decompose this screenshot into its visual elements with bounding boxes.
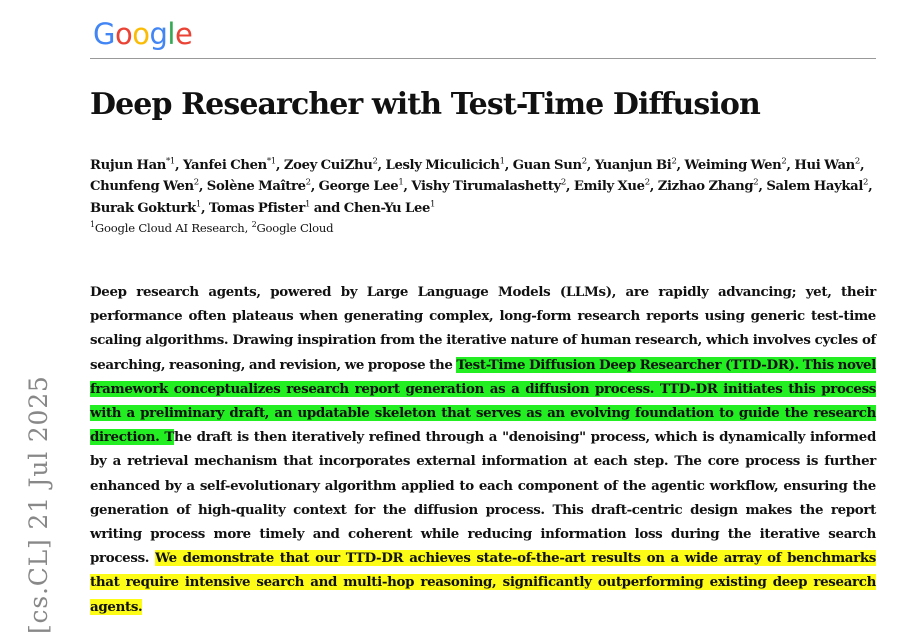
- author-affiliation-mark: 2: [671, 156, 677, 167]
- author-name: Hui Wan: [794, 158, 855, 173]
- author-affiliation-mark: 2: [193, 177, 199, 188]
- google-logo: [93, 14, 192, 54]
- paper-title: Deep Researcher with Test-Time Diffusion: [90, 87, 760, 122]
- logo-letter: l: [167, 17, 175, 51]
- author-affiliation-mark: 1: [398, 177, 404, 188]
- author: [411, 179, 566, 194]
- abstract-green-highlight: Test-Time Diffusion Deep Researcher (TTD-DR). This novel framework conceptualizes research report generation as a diffusion process. TTD-DR initiates this process with a preliminary draft, an updatable skeleton that serves as an evolving foundation to guide the research direction. T: [90, 356, 876, 446]
- logo-letter: o: [114, 17, 133, 51]
- author-affiliation-mark: *1: [166, 156, 175, 167]
- author: [595, 158, 677, 173]
- author: [209, 201, 310, 216]
- author: [513, 158, 587, 173]
- affiliation-mark: 2: [251, 220, 257, 230]
- affiliation: [90, 221, 245, 235]
- author-name: Zizhao Zhang: [657, 179, 754, 195]
- author-name: Tomas Pfister: [208, 200, 305, 216]
- author-name: George Lee: [318, 179, 399, 195]
- author-affiliation-mark: 1: [304, 199, 310, 210]
- author-affiliation-mark: 2: [753, 177, 759, 188]
- author: [658, 179, 759, 194]
- author: [386, 158, 505, 173]
- author: [183, 158, 276, 173]
- author-affiliation-mark: 2: [863, 177, 869, 188]
- abstract-yellow-highlight: We demonstrate that our TTD-DR achieves state-of-the-art results on a wide array of benchmarks that require intensive search and multi-hop reasoning, significantly outperforming existing deep research agents.: [90, 550, 877, 615]
- author-affiliation-mark: 2: [581, 156, 587, 167]
- author: [90, 179, 199, 194]
- author-name: Salem Haykal: [766, 179, 863, 195]
- author: [684, 158, 786, 173]
- header-rule: [90, 58, 876, 59]
- author-affiliation-mark: 2: [644, 177, 650, 188]
- author: [207, 179, 311, 194]
- author: [344, 201, 435, 216]
- author-affiliation-mark: 1: [499, 156, 505, 167]
- author-name: Burak Gokturk: [90, 200, 196, 216]
- author-affiliation-mark: 2: [781, 156, 787, 167]
- author-name: Weiming Wen: [684, 158, 782, 173]
- author-affiliation-mark: 1: [195, 199, 201, 210]
- abstract-text-body: he draft is then iteratively refined through a "denoising" process, which is dynamically informed by a retrieval mechanism that incorporates external information at each step. The core process is further enhanced by a self-evolutionary algorithm applied to each component of the agentic workflow, ensuring the generation of high-quality context for the diffusion process. This draft-centric design makes the report writing process more timely and coherent while reducing information loss during the iterative search process.: [90, 429, 876, 567]
- author-list: Rujun Han$^{*1}$, Yanfei Chen$^{*1}$, Zoey CuiZhu$^2$, Lesly Miculicich$^1$, Guan Sun$^2$, Yuanjun Bi$^2$, Weiming Wen$^2$, Hui Wan$^2$, Chunfeng Wen$^2$, Solène Maître$^2$, George Lee$^1$, Vishy Tirumalashetty$^2$, Emily Xue$^2$, Zizhao Zhang$^2$, Salem Haykal$^2$, Burak Gokturk$^1$, Tomas Pfister$^1$ and Chen-Yu Lee$^1$: [90, 156, 873, 216]
- author-name: Lesly Miculicich: [385, 158, 500, 173]
- author: [284, 158, 378, 173]
- author-affiliation-mark: 2: [560, 177, 566, 188]
- author: [90, 158, 175, 173]
- author-affiliation-mark: *1: [266, 156, 276, 167]
- author-name: Yuanjun Bi: [594, 158, 672, 173]
- affiliation-name: Google Cloud AI Research: [94, 221, 245, 235]
- arxiv-sideline: [cs.CL] 21 Jul 2025: [24, 375, 53, 634]
- author-name: Guan Sun: [512, 158, 582, 173]
- logo-letter: o: [132, 17, 150, 51]
- author-name: Zoey CuiZhu: [283, 158, 373, 173]
- author-name: Emily Xue: [573, 179, 645, 195]
- abstract-text-intro: Deep research agents, powered by Large Language Models (LLMs), are rapidly advancing; yet, their performance often plateaus when generating complex, long-form research reports using generic test-time scaling algorithms. Drawing inspiration from the iterative nature of human research, which involves cycles of searching, reasoning, and revision, we propose the: [90, 284, 876, 373]
- author: [766, 179, 868, 194]
- author: [90, 201, 201, 216]
- author-affiliation-mark: 2: [854, 156, 860, 167]
- author: [794, 158, 860, 173]
- affiliation-mark: 1: [90, 220, 95, 230]
- author: [319, 179, 404, 194]
- affiliations: $^1$Google Cloud AI Research, $^2$Google Cloud: [90, 220, 334, 235]
- author-name: Yanfei Chen: [182, 158, 267, 173]
- logo-letter: G: [93, 17, 115, 51]
- author-affiliation-mark: 2: [372, 156, 378, 167]
- author: [574, 179, 650, 194]
- author-name: Chen-Yu Lee: [343, 200, 431, 216]
- author-affiliation-mark: 2: [305, 177, 311, 188]
- logo-letter: e: [174, 17, 193, 51]
- logo-letter: g: [149, 17, 168, 51]
- author-name: Chunfeng Wen: [90, 179, 194, 195]
- author-name: Rujun Han: [90, 158, 167, 173]
- author-name: Vishy Tirumalashetty: [411, 179, 561, 195]
- author-affiliation-mark: 1: [430, 199, 436, 210]
- abstract: [90, 280, 876, 619]
- affiliation: [252, 221, 334, 235]
- affiliation-name: Google Cloud: [256, 221, 334, 235]
- author-name: Solène Maître: [206, 179, 306, 195]
